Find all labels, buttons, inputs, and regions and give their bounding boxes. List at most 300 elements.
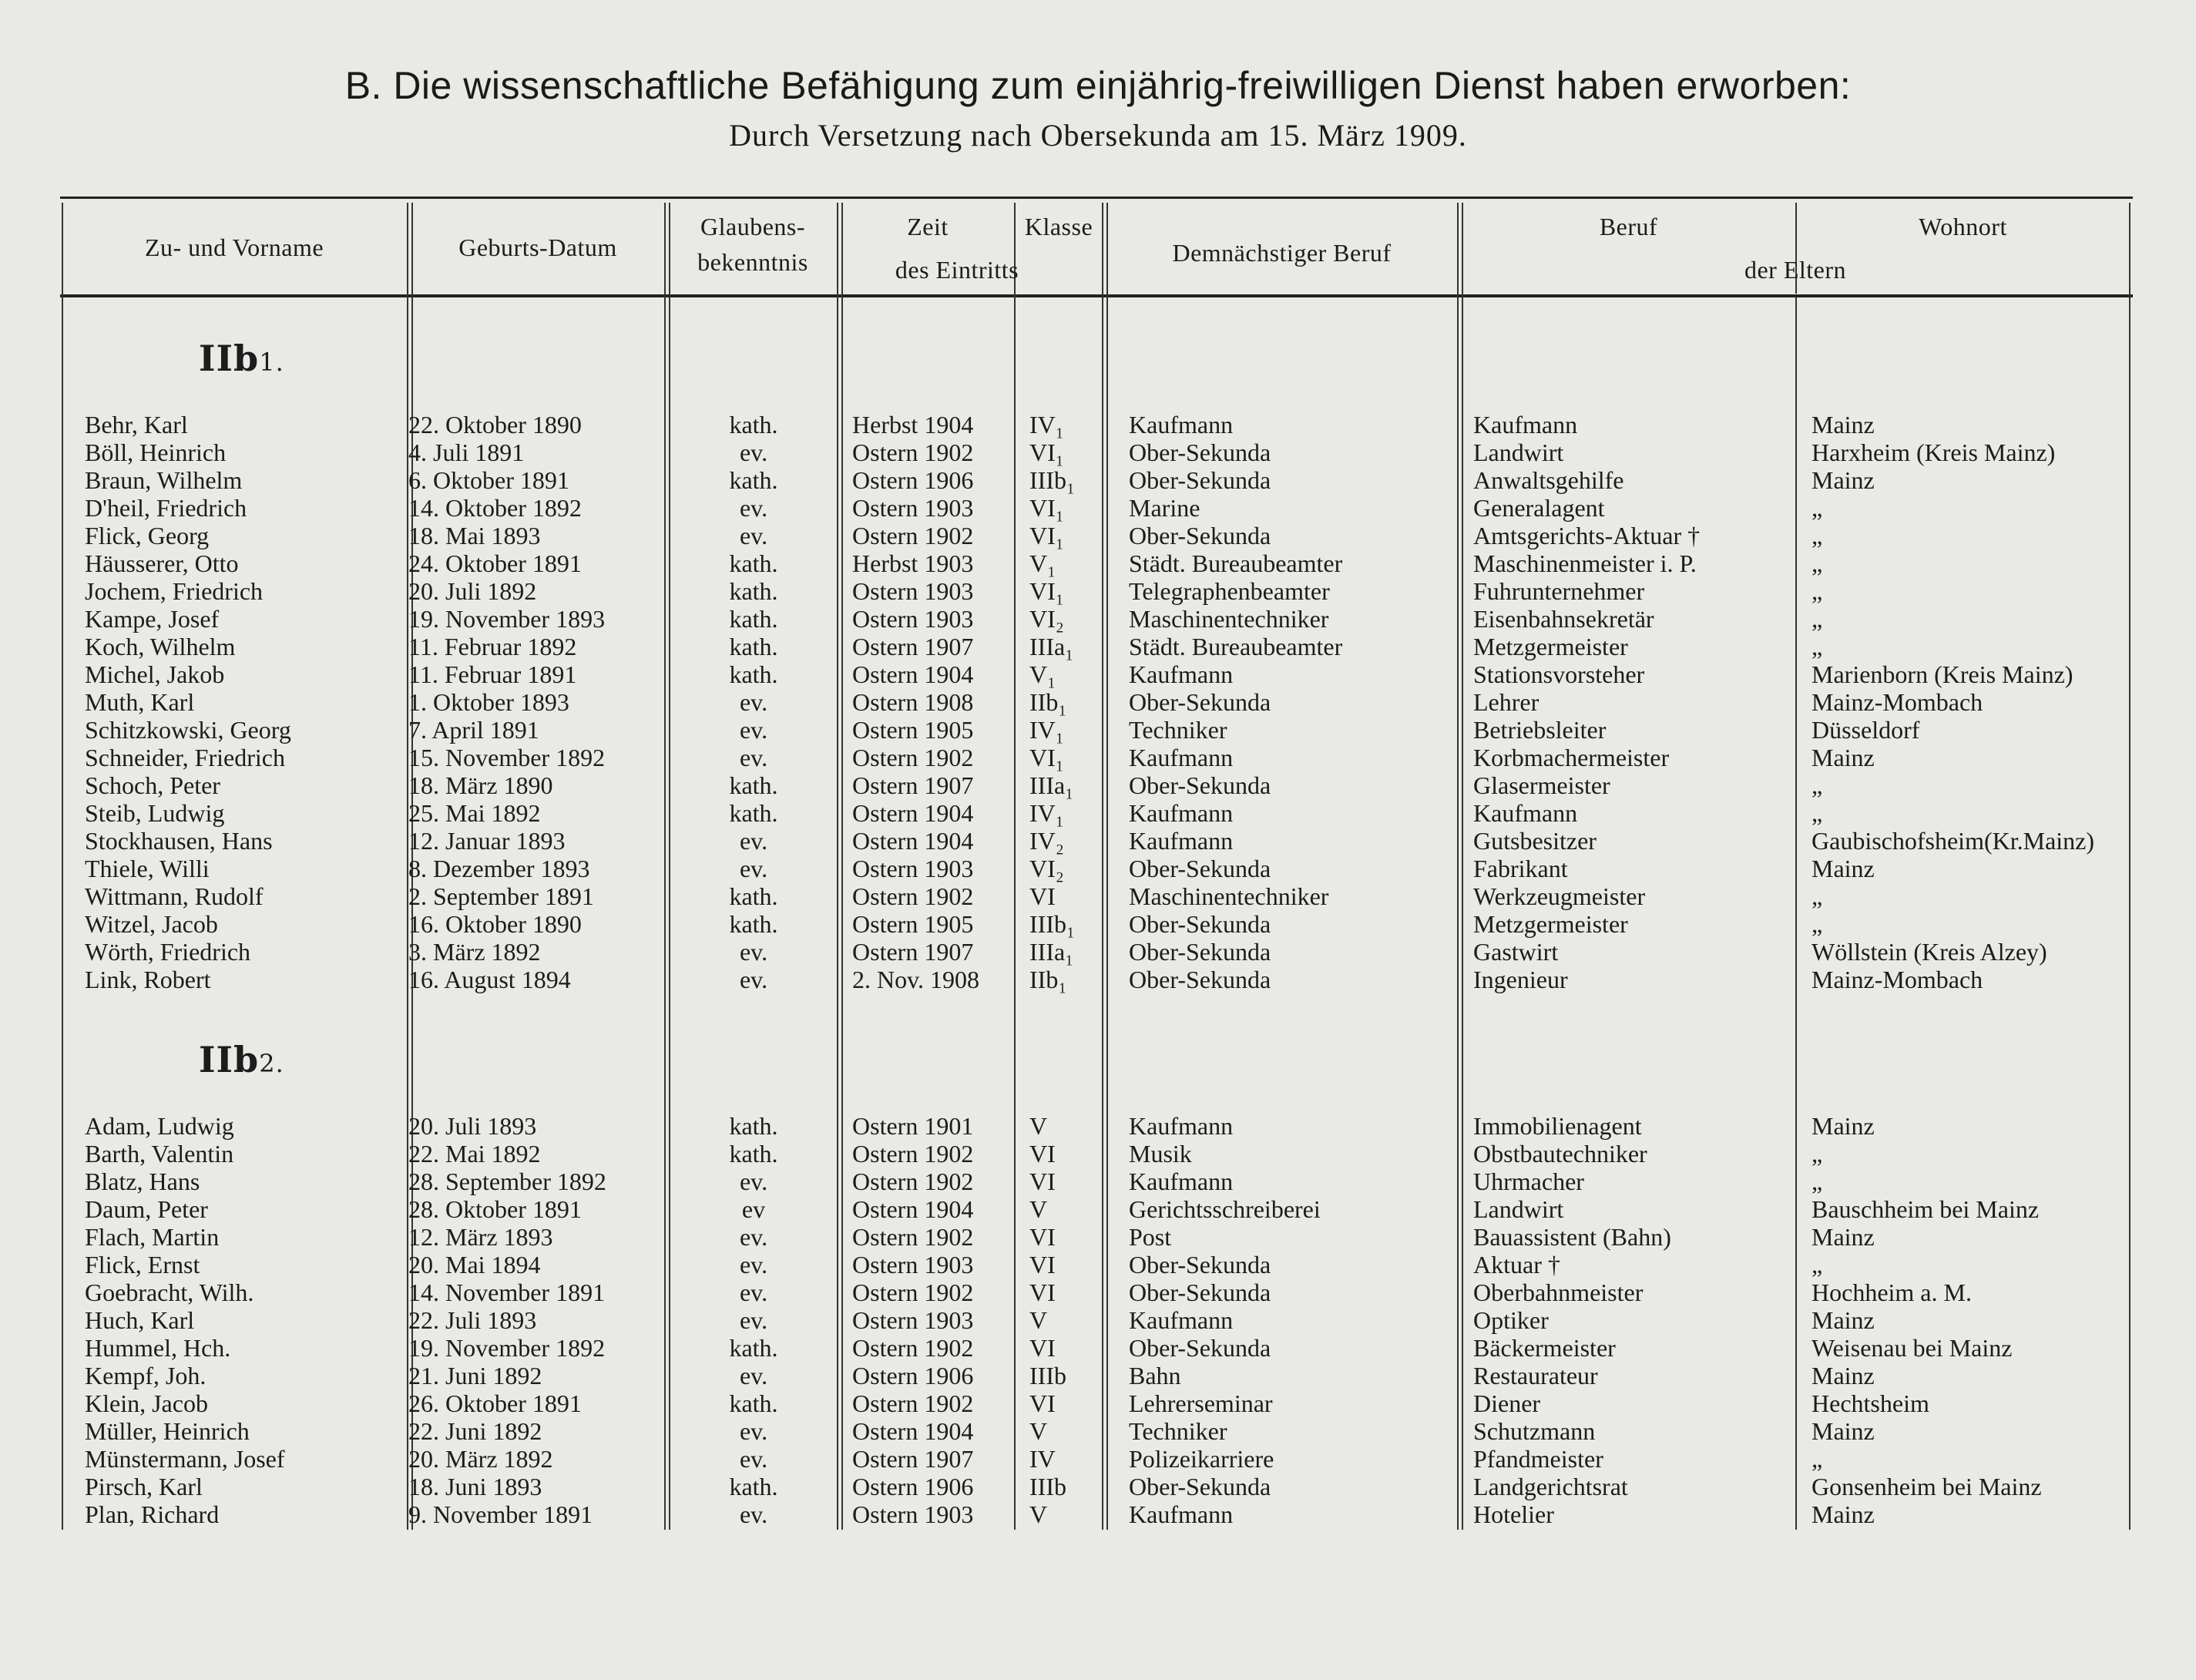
parent-profession: Hotelier <box>1473 1500 1554 1528</box>
confession: ev. <box>739 1168 768 1195</box>
student-name: Daum, Peter <box>85 1195 208 1223</box>
future-profession: Kaufmann <box>1129 1306 1234 1334</box>
future-profession: Ober-Sekunda <box>1129 771 1271 799</box>
student-name: D'heil, Friedrich <box>85 494 247 522</box>
parent-profession: Glasermeister <box>1473 771 1610 799</box>
entry-time: Ostern 1902 <box>852 1334 974 1362</box>
future-profession: Maschinentechniker <box>1129 605 1329 633</box>
parent-residence: Mainz <box>1812 744 1875 771</box>
entry-class: V <box>1029 1417 1048 1445</box>
header-faith-2: bekenntnis <box>697 248 808 276</box>
confession: ev. <box>739 744 768 771</box>
parent-residence: „ <box>1812 605 1823 633</box>
future-profession: Musik <box>1129 1140 1192 1168</box>
confession: kath. <box>729 1473 778 1500</box>
parent-residence: Mainz <box>1812 1306 1875 1334</box>
entry-class: VI₁ <box>1029 494 1064 522</box>
student-name: Pirsch, Karl <box>85 1473 203 1500</box>
table-row <box>60 855 2133 882</box>
parent-profession: Schutzmann <box>1473 1417 1596 1445</box>
section-heading <box>199 1039 284 1080</box>
entry-class: IIIb₁ <box>1029 910 1076 938</box>
future-profession: Gerichtsschreiberei <box>1129 1195 1321 1223</box>
table-row <box>60 716 2133 744</box>
birth-date: 22. Mai 1892 <box>408 1140 541 1168</box>
table-row <box>60 1362 2133 1389</box>
confession: kath. <box>729 577 778 605</box>
table-row <box>60 1251 2133 1278</box>
parent-residence: Hochheim a. M. <box>1812 1278 1972 1306</box>
table-row <box>60 744 2133 771</box>
future-profession: Post <box>1129 1223 1172 1251</box>
parent-profession: Gastwirt <box>1473 938 1559 966</box>
confession: ev <box>741 1195 766 1223</box>
entry-time: Ostern 1902 <box>852 438 974 466</box>
entry-time: Ostern 1902 <box>852 1168 974 1195</box>
section-label: IIb <box>199 1039 260 1080</box>
entry-time: Ostern 1902 <box>852 744 974 771</box>
entry-class: IIIa₁ <box>1029 938 1074 966</box>
entry-class: VI₁ <box>1029 438 1064 466</box>
student-name: Schneider, Friedrich <box>85 744 285 771</box>
entry-time: Ostern 1904 <box>852 827 974 855</box>
table-row <box>60 1445 2133 1473</box>
parent-residence: Mainz <box>1812 1500 1875 1528</box>
entry-time: Ostern 1902 <box>852 522 974 549</box>
parent-profession: Pfandmeister <box>1473 1445 1603 1473</box>
parent-residence: Mainz <box>1812 1112 1875 1140</box>
table-row <box>60 1223 2133 1251</box>
confession: kath. <box>729 605 778 633</box>
confession: ev. <box>739 938 768 966</box>
future-profession: Ober-Sekunda <box>1129 966 1271 993</box>
table-row <box>60 799 2133 827</box>
birth-date: 11. Februar 1891 <box>408 660 577 688</box>
table-row <box>60 910 2133 938</box>
future-profession: Ober-Sekunda <box>1129 938 1271 966</box>
parent-residence: Düsseldorf <box>1812 716 1920 744</box>
entry-time: Ostern 1903 <box>852 494 974 522</box>
entry-class: IV₁ <box>1029 716 1064 744</box>
parent-profession: Oberbahnmeister <box>1473 1278 1644 1306</box>
entry-class: V <box>1029 1195 1048 1223</box>
parent-profession: Werkzeugmeister <box>1473 882 1646 910</box>
header-eltern-beruf: Beruf <box>1599 213 1658 240</box>
parent-residence: „ <box>1812 1140 1823 1168</box>
table-row <box>60 1417 2133 1445</box>
parent-residence: Mainz-Mombach <box>1812 966 1983 993</box>
entry-time: Ostern 1902 <box>852 1140 974 1168</box>
parent-residence: Hechtsheim <box>1812 1389 1929 1417</box>
birth-date: 11. Februar 1892 <box>408 633 577 660</box>
entry-time: Ostern 1903 <box>852 855 974 882</box>
future-profession: Kaufmann <box>1129 1168 1234 1195</box>
table-row <box>60 882 2133 910</box>
future-profession: Kaufmann <box>1129 799 1234 827</box>
parent-residence: „ <box>1812 1251 1823 1278</box>
student-name: Huch, Karl <box>85 1306 195 1334</box>
confession: ev. <box>739 1306 768 1334</box>
future-profession: Kaufmann <box>1129 744 1234 771</box>
entry-time: Ostern 1906 <box>852 1473 974 1500</box>
header-eltern-ort: Wohnort <box>1919 213 2007 240</box>
future-profession: Städt. Bureaubeamter <box>1129 633 1343 660</box>
student-name: Goebracht, Wilh. <box>85 1278 254 1306</box>
parent-profession: Korbmachermeister <box>1473 744 1670 771</box>
entry-time: Ostern 1907 <box>852 938 974 966</box>
parent-residence: „ <box>1812 633 1823 660</box>
table-row <box>60 1168 2133 1195</box>
entry-time: Ostern 1904 <box>852 1417 974 1445</box>
table-row <box>60 827 2133 855</box>
table-row <box>60 1334 2133 1362</box>
table-row <box>60 771 2133 799</box>
parent-profession: Fabrikant <box>1473 855 1568 882</box>
birth-date: 15. November 1892 <box>408 744 606 771</box>
birth-date: 4. Juli 1891 <box>408 438 525 466</box>
page-title: B. Die wissenschaftliche Befähigung zum einjährig-freiwilligen Dienst haben erworben: <box>344 64 1852 107</box>
birth-date: 25. Mai 1892 <box>408 799 541 827</box>
confession: kath. <box>729 1140 778 1168</box>
parent-residence: „ <box>1812 577 1823 605</box>
birth-date: 28. September 1892 <box>408 1168 606 1195</box>
entry-time: Ostern 1902 <box>852 882 974 910</box>
student-name: Schoch, Peter <box>85 771 220 799</box>
parent-residence: Mainz <box>1812 855 1875 882</box>
table-top-rule <box>60 197 2133 199</box>
confession: ev. <box>739 438 768 466</box>
future-profession: Ober-Sekunda <box>1129 1473 1271 1500</box>
parent-profession: Kaufmann <box>1473 799 1578 827</box>
future-profession: Techniker <box>1129 716 1227 744</box>
birth-date: 3. März 1892 <box>408 938 541 966</box>
birth-date: 22. Juni 1892 <box>408 1417 542 1445</box>
student-name: Böll, Heinrich <box>85 438 227 466</box>
table-row <box>60 522 2133 549</box>
entry-time: Ostern 1906 <box>852 1362 974 1389</box>
parent-profession: Stationsvorsteher <box>1473 660 1645 688</box>
confession: kath. <box>729 549 778 577</box>
entry-class: IIb₁ <box>1029 966 1067 993</box>
student-name: Behr, Karl <box>85 411 188 438</box>
entry-class: V₁ <box>1029 549 1056 577</box>
student-name: Muth, Karl <box>85 688 195 716</box>
future-profession: Polizeikarriere <box>1129 1445 1274 1473</box>
parent-profession: Generalagent <box>1473 494 1605 522</box>
parent-profession: Aktuar † <box>1473 1251 1560 1278</box>
entry-time: Ostern 1903 <box>852 1500 974 1528</box>
parent-profession: Landwirt <box>1473 438 1564 466</box>
entry-class: VI <box>1029 1251 1056 1278</box>
parent-profession: Ingenieur <box>1473 966 1568 993</box>
birth-date: 18. Juni 1893 <box>408 1473 542 1500</box>
future-profession: Telegraphenbeamter <box>1129 577 1330 605</box>
entry-class: VI <box>1029 1389 1056 1417</box>
parent-residence: Mainz <box>1812 411 1875 438</box>
birth-date: 22. Juli 1893 <box>408 1306 537 1334</box>
future-profession: Ober-Sekunda <box>1129 1278 1271 1306</box>
table-row <box>60 1306 2133 1334</box>
birth-date: 14. Oktober 1892 <box>408 494 582 522</box>
parent-profession: Immobilienagent <box>1473 1112 1642 1140</box>
student-name: Flick, Georg <box>85 522 210 549</box>
entry-time: Ostern 1903 <box>852 605 974 633</box>
future-profession: Kaufmann <box>1129 1112 1234 1140</box>
section-number: 2. <box>259 1049 284 1078</box>
table-row <box>60 438 2133 466</box>
entry-time: Herbst 1903 <box>852 549 974 577</box>
parent-residence: Mainz-Mombach <box>1812 688 1983 716</box>
student-name: Witzel, Jacob <box>85 910 218 938</box>
entry-class: IV₁ <box>1029 411 1064 438</box>
confession: ev. <box>739 716 768 744</box>
confession: kath. <box>729 1389 778 1417</box>
entry-class: VI <box>1029 882 1056 910</box>
birth-date: 26. Oktober 1891 <box>408 1389 582 1417</box>
parent-profession: Fuhrunternehmer <box>1473 577 1645 605</box>
header-faith-1: Glaubens- <box>700 213 805 240</box>
student-name: Wittmann, Rudolf <box>85 882 264 910</box>
confession: ev. <box>739 494 768 522</box>
confession: kath. <box>729 910 778 938</box>
student-name: Thiele, Willi <box>85 855 210 882</box>
confession: ev. <box>739 522 768 549</box>
student-name: Link, Robert <box>85 966 211 993</box>
entry-class: IIIb <box>1029 1473 1066 1500</box>
parent-profession: Landgerichtsrat <box>1473 1473 1628 1500</box>
student-name: Flick, Ernst <box>85 1251 200 1278</box>
entry-class: VI₁ <box>1029 577 1064 605</box>
confession: ev. <box>739 688 768 716</box>
entry-time: Ostern 1904 <box>852 660 974 688</box>
entry-class: VI <box>1029 1140 1056 1168</box>
entry-time: Ostern 1904 <box>852 799 974 827</box>
confession: ev. <box>739 1278 768 1306</box>
confession: kath. <box>729 771 778 799</box>
birth-date: 18. März 1890 <box>408 771 553 799</box>
parent-residence: „ <box>1812 1445 1823 1473</box>
parent-residence: Harxheim (Kreis Mainz) <box>1812 438 2056 466</box>
parent-profession: Betriebsleiter <box>1473 716 1607 744</box>
future-profession: Marine <box>1129 494 1200 522</box>
confession: ev. <box>739 855 768 882</box>
birth-date: 16. August 1894 <box>408 966 571 993</box>
entry-class: VI₁ <box>1029 744 1064 771</box>
entry-time: Ostern 1908 <box>852 688 974 716</box>
birth-date: 20. Juli 1892 <box>408 577 537 605</box>
birth-date: 20. Juli 1893 <box>408 1112 537 1140</box>
parent-profession: Maschinenmeister i. P. <box>1473 549 1697 577</box>
header-date: Geburts-Datum <box>458 234 617 261</box>
entry-time: Ostern 1903 <box>852 1306 974 1334</box>
parent-profession: Bäckermeister <box>1473 1334 1616 1362</box>
entry-time: Ostern 1904 <box>852 1195 974 1223</box>
entry-class: VI <box>1029 1278 1056 1306</box>
table-row <box>60 577 2133 605</box>
entry-class: IIIa₁ <box>1029 633 1074 660</box>
confession: ev. <box>739 1500 768 1528</box>
student-name: Blatz, Hans <box>85 1168 200 1195</box>
parent-residence: Mainz <box>1812 466 1875 494</box>
birth-date: 8. Dezember 1893 <box>408 855 590 882</box>
parent-profession: Metzgermeister <box>1473 910 1628 938</box>
parent-profession: Amtsgerichts-Aktuar † <box>1473 522 1701 549</box>
table-row <box>60 411 2133 438</box>
future-profession: Ober-Sekunda <box>1129 1251 1271 1278</box>
table-row <box>60 466 2133 494</box>
confession: kath. <box>729 1334 778 1362</box>
table-row <box>60 633 2133 660</box>
entry-class: VI <box>1029 1334 1056 1362</box>
table-row <box>60 549 2133 577</box>
parent-residence: „ <box>1812 910 1823 938</box>
birth-date: 9. November 1891 <box>408 1500 593 1528</box>
header-eltern: der Eltern <box>1744 256 1847 284</box>
confession: ev. <box>739 1362 768 1389</box>
entry-class: IIIb <box>1029 1362 1066 1389</box>
table-row <box>60 660 2133 688</box>
future-profession: Ober-Sekunda <box>1129 522 1271 549</box>
student-name: Braun, Wilhelm <box>85 466 243 494</box>
parent-profession: Optiker <box>1473 1306 1549 1334</box>
parent-residence: „ <box>1812 494 1823 522</box>
future-profession: Ober-Sekunda <box>1129 1334 1271 1362</box>
birth-date: 20. März 1892 <box>408 1445 553 1473</box>
birth-date: 21. Juni 1892 <box>408 1362 542 1389</box>
header-beruf: Demnächstiger Beruf <box>1172 239 1392 267</box>
confession: kath. <box>729 466 778 494</box>
entry-class: IIIa₁ <box>1029 771 1074 799</box>
future-profession: Ober-Sekunda <box>1129 466 1271 494</box>
parent-profession: Restaurateur <box>1473 1362 1598 1389</box>
parent-residence: „ <box>1812 522 1823 549</box>
student-name: Münstermann, Josef <box>85 1445 285 1473</box>
entry-class: V <box>1029 1112 1048 1140</box>
entry-time: Ostern 1902 <box>852 1389 974 1417</box>
student-name: Hummel, Hch. <box>85 1334 231 1362</box>
header-zeit-1: Zeit <box>907 213 949 240</box>
confession: kath. <box>729 882 778 910</box>
entry-time: Ostern 1902 <box>852 1223 974 1251</box>
table-row <box>60 1278 2133 1306</box>
parent-residence: Gonsenheim bei Mainz <box>1812 1473 2042 1500</box>
birth-date: 24. Oktober 1891 <box>408 549 582 577</box>
birth-date: 20. Mai 1894 <box>408 1251 541 1278</box>
entry-class: V <box>1029 1500 1048 1528</box>
student-name: Adam, Ludwig <box>85 1112 234 1140</box>
parent-profession: Diener <box>1473 1389 1541 1417</box>
table-row <box>60 1112 2133 1140</box>
confession: kath. <box>729 799 778 827</box>
parent-residence: Marienborn (Kreis Mainz) <box>1812 660 2073 688</box>
parent-residence: Gaubischofsheim(Kr.Mainz) <box>1812 827 2095 855</box>
parent-residence: Mainz <box>1812 1223 1875 1251</box>
parent-residence: Wöllstein (Kreis Alzey) <box>1812 938 2047 966</box>
parent-profession: Eisenbahnsekretär <box>1473 605 1654 633</box>
entry-time: Ostern 1906 <box>852 466 974 494</box>
header-rule <box>60 294 2133 297</box>
parent-profession: Kaufmann <box>1473 411 1578 438</box>
birth-date: 6. Oktober 1891 <box>408 466 569 494</box>
future-profession: Techniker <box>1129 1417 1227 1445</box>
parent-profession: Anwaltsgehilfe <box>1473 466 1624 494</box>
birth-date: 12. März 1893 <box>408 1223 553 1251</box>
confession: kath. <box>729 660 778 688</box>
future-profession: Kaufmann <box>1129 660 1234 688</box>
future-profession: Bahn <box>1129 1362 1181 1389</box>
student-table <box>60 197 2133 1530</box>
entry-class: IV₁ <box>1029 799 1064 827</box>
table-row <box>60 966 2133 993</box>
table-row <box>60 1140 2133 1168</box>
confession: ev. <box>739 1417 768 1445</box>
entry-class: VI₂ <box>1029 605 1064 633</box>
header-klasse: Klasse <box>1024 213 1093 240</box>
birth-date: 7. April 1891 <box>408 716 539 744</box>
entry-time: Ostern 1903 <box>852 577 974 605</box>
parent-profession: Uhrmacher <box>1473 1168 1584 1195</box>
entry-class: VI₂ <box>1029 855 1064 882</box>
student-name: Flach, Martin <box>85 1223 220 1251</box>
birth-date: 2. September 1891 <box>408 882 594 910</box>
entry-class: V <box>1029 1306 1048 1334</box>
entry-class: IV₂ <box>1029 827 1064 855</box>
birth-date: 12. Januar 1893 <box>408 827 566 855</box>
birth-date: 28. Oktober 1891 <box>408 1195 582 1223</box>
section-heading <box>199 338 284 379</box>
parent-residence: „ <box>1812 549 1823 577</box>
table-row <box>60 605 2133 633</box>
entry-time: Ostern 1901 <box>852 1112 974 1140</box>
birth-date: 19. November 1892 <box>408 1334 606 1362</box>
parent-profession: Obstbautechniker <box>1473 1140 1647 1168</box>
student-name: Häusserer, Otto <box>85 549 239 577</box>
student-name: Schitzkowski, Georg <box>85 716 291 744</box>
student-name: Plan, Richard <box>85 1500 220 1528</box>
confession: ev. <box>739 1445 768 1473</box>
page-subtitle: Durch Versetzung nach Obersekunda am 15. März 1909. <box>729 118 1467 153</box>
future-profession: Maschinentechniker <box>1129 882 1329 910</box>
confession: ev. <box>739 1251 768 1278</box>
entry-time: Ostern 1905 <box>852 910 974 938</box>
entry-class: VI <box>1029 1223 1056 1251</box>
student-name: Kampe, Josef <box>85 605 220 633</box>
birth-date: 18. Mai 1893 <box>408 522 541 549</box>
table-row <box>60 938 2133 966</box>
entry-class: V₁ <box>1029 660 1056 688</box>
parent-residence: Mainz <box>1812 1417 1875 1445</box>
parent-profession: Lehrer <box>1473 688 1540 716</box>
student-name: Müller, Heinrich <box>85 1417 250 1445</box>
entry-time: Ostern 1907 <box>852 1445 974 1473</box>
table-row <box>60 1473 2133 1500</box>
entry-time: Ostern 1902 <box>852 1278 974 1306</box>
student-name: Stockhausen, Hans <box>85 827 273 855</box>
table-row <box>60 1195 2133 1223</box>
parent-residence: „ <box>1812 799 1823 827</box>
table-row <box>60 494 2133 522</box>
student-name: Barth, Valentin <box>85 1140 234 1168</box>
header-name: Zu- und Vorname <box>144 234 324 261</box>
entry-time: Ostern 1907 <box>852 771 974 799</box>
confession: kath. <box>729 1112 778 1140</box>
entry-class: VI₁ <box>1029 522 1064 549</box>
entry-time: Herbst 1904 <box>852 411 974 438</box>
student-name: Michel, Jakob <box>85 660 225 688</box>
table-row <box>60 1500 2133 1528</box>
parent-profession: Bauassistent (Bahn) <box>1473 1223 1671 1251</box>
student-name: Klein, Jacob <box>85 1389 208 1417</box>
